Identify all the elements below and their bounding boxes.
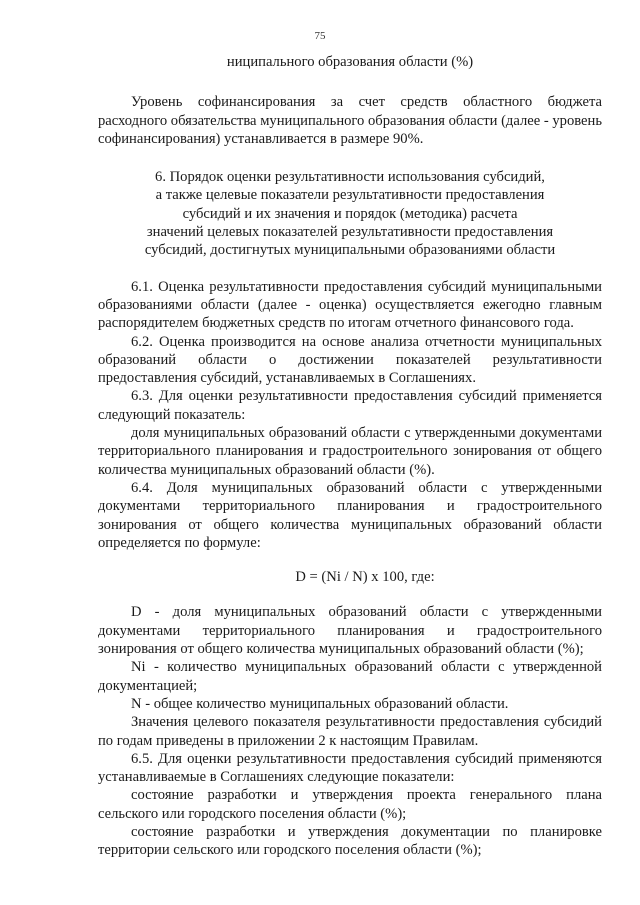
indicator-general-plan: состояние разработки и утверждения проекта генерального плана сельского или городского поселения области (%); [98,787,602,822]
formula-definitions [98,603,602,859]
section-heading-line: значений целевых показателей результативности предоставления [146,224,554,241]
paragraph-6-2: 6.2. Оценка производится на основе анализа отчетности муниципальных образований области о достижении показателей результативности предоставления субсидий, устанавливаемых в Соглашениях. [98,333,602,387]
definition-n: N - общее количество муниципальных образований области. [131,695,509,712]
indicator-planning-docs: состояние разработки и утверждения документации по планировке территории сельского или городского поселения области (%); [98,823,602,859]
document-body [98,53,602,860]
paragraph-6-4: 6.4. Доля муниципальных образований области с утвержденными документами территориального планирования и градостроительного зонирования от общего количества муниципальных образований области определяется по формуле: [98,479,602,551]
section-heading [98,168,602,259]
page-number: 75 [314,30,326,42]
section-heading-line: а также целевые показатели результативности предоставления [155,187,545,204]
definition-d: D - доля муниципальных образований области с утвержденными документами территориального планирования и градостроительного зонирования от общего количества муниципальных образований области (%); [98,604,602,658]
paragraph-6-1: 6.1. Оценка результативности предоставления субсидий муниципальными образованиями области (далее - оценка) осуществляется ежегодно главным распорядителем бюджетных средств по итогам отчетного финансового года. [98,278,602,332]
definition-ni: Ni - количество муниципальных образований области с утвержденной документацией; [98,659,602,694]
paragraph-6-3: 6.3. Для оценки результативности предоставления субсидий применяется следующий показатель: [98,388,602,423]
carryover-line: ниципального образования области (%) [226,54,474,70]
formula: D = (Ni / N) x 100, где: [295,569,435,586]
cofinancing-paragraph: Уровень софинансирования за счет средств областного бюджета расходного обязательства муниципального образования области (далее - уровень софинансирования) устанавливается в размере 90%. [98,94,602,147]
section-heading-line: субсидий и их значения и порядок (методика) расчета [182,205,518,222]
paragraph-6-5: 6.5. Для оценки результативности предоставления субсидий применяются устанавливаемые в Соглашениях следующие показатели: [98,750,602,786]
section-paragraphs [98,278,602,552]
indicator-description: доля муниципальных образований области с утвержденными документами территориального планирования и градостроительного зонирования от общего количества муниципальных образований области (%). [98,425,602,478]
section-heading-line: субсидий, достигнутых муниципальными образованиями области [144,242,556,259]
section-heading-line: 6. Порядок оценки результативности использования субсидий, [155,169,545,186]
target-values-note: Значения целевого показателя результативности предоставления субсидий по годам приведены в приложении 2 к настоящим Правилам. [98,714,602,749]
